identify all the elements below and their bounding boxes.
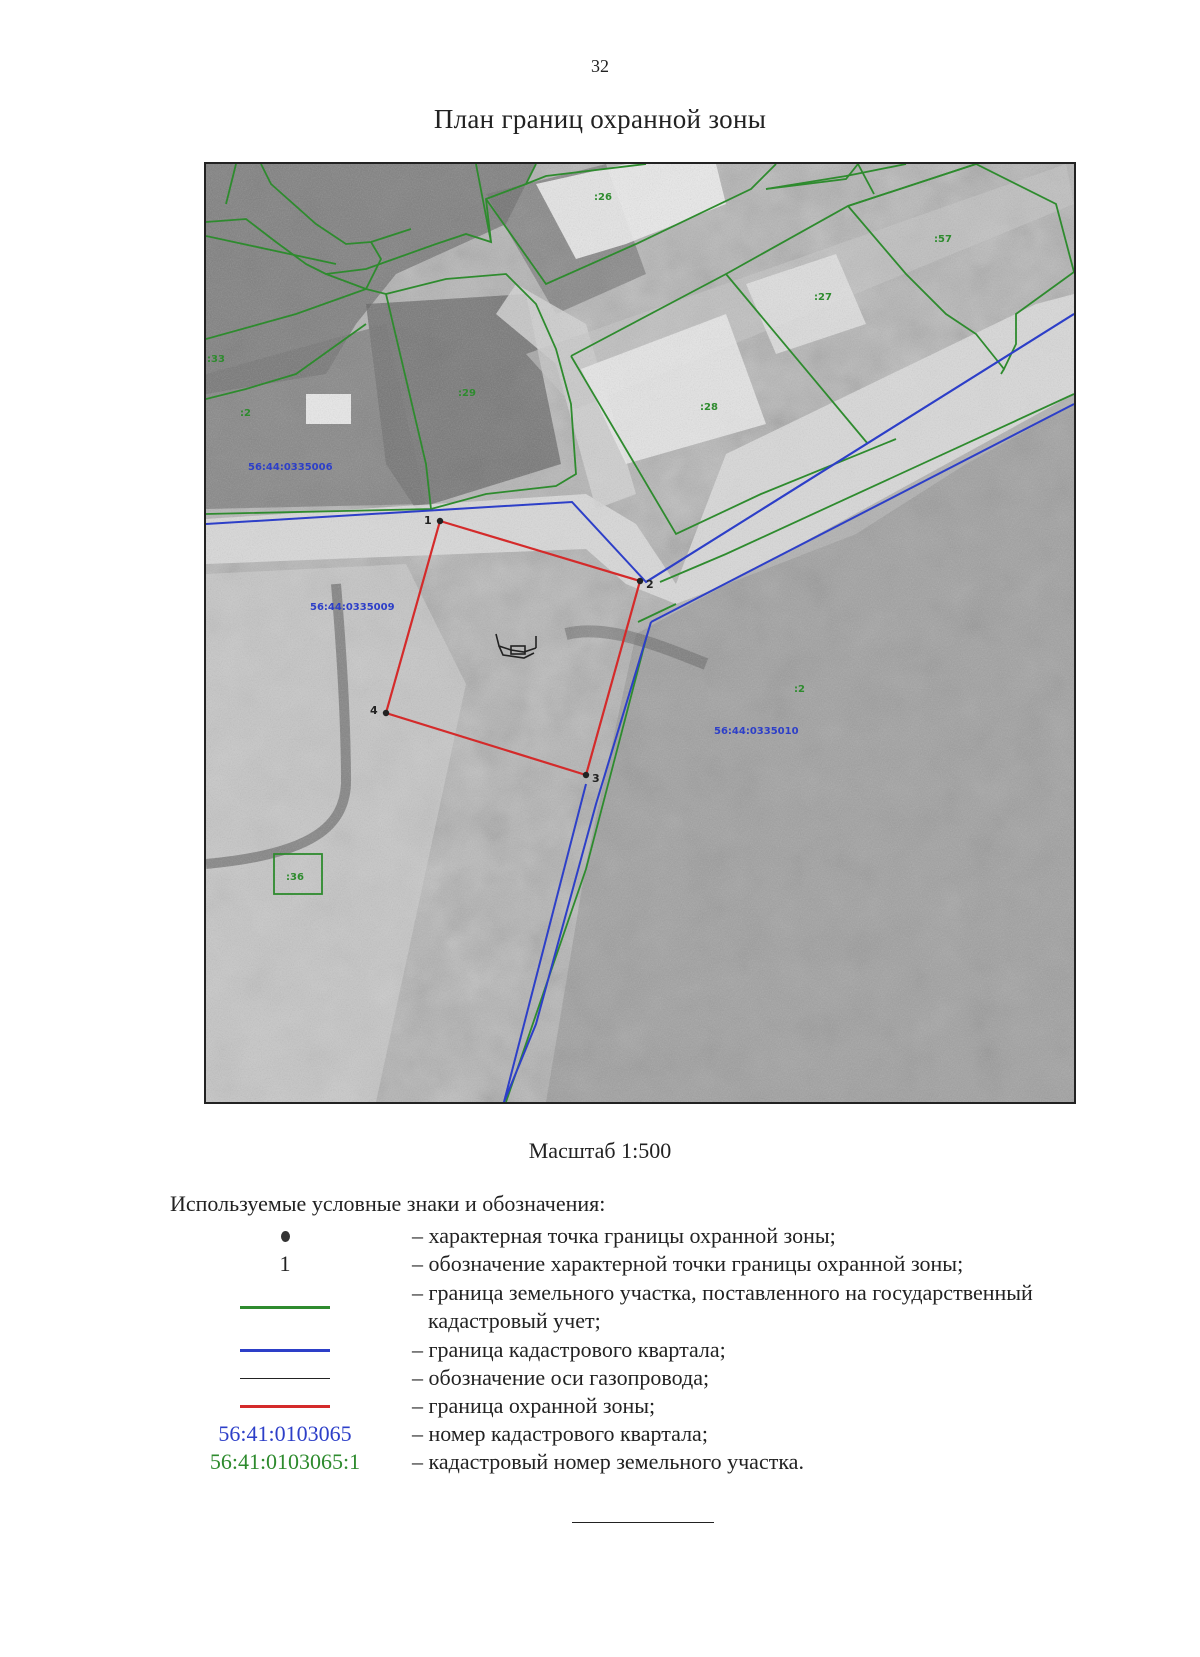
parcel-label-29: :29 bbox=[458, 388, 476, 399]
quarter-label-0335010: 56:44:0335010 bbox=[714, 726, 799, 737]
black-line-icon bbox=[240, 1378, 330, 1379]
legend-row-point: – характерная точка границы охранной зоны; bbox=[0, 1222, 1200, 1250]
quarter-label-0335009: 56:44:0335009 bbox=[310, 602, 395, 613]
page-title: План границ охранной зоны bbox=[433, 104, 767, 134]
legend-row-zone-boundary: – граница охранной зоны; bbox=[0, 1392, 1200, 1420]
point-label-4: 4 bbox=[370, 704, 378, 717]
cadastral-map bbox=[204, 162, 1076, 1104]
point-marker-icon bbox=[281, 1231, 290, 1242]
legend-row-point-label: 1 – обозначение характерной точки границы охранной зоны; bbox=[279, 1251, 964, 1276]
point-label-1: 1 bbox=[424, 514, 432, 527]
point-label-3: 3 bbox=[592, 772, 600, 785]
red-line-icon bbox=[240, 1405, 330, 1408]
map-scale: Масштаб 1:500 bbox=[528, 1138, 672, 1163]
parcel-label-26: :26 bbox=[594, 192, 612, 203]
legend-row-gas-axis: – обозначение оси газопровода; bbox=[0, 1364, 1200, 1392]
parcel-label-57: :57 bbox=[934, 234, 952, 245]
parcel-label-36: :36 bbox=[286, 872, 304, 883]
legend-row-parcel-boundary: – граница земельного участка, поставленного на государственный bbox=[0, 1279, 1200, 1307]
footer-rule bbox=[572, 1522, 714, 1523]
blue-line-icon bbox=[240, 1349, 330, 1352]
point-label-2: 2 bbox=[646, 578, 654, 591]
parcel-label-33: :33 bbox=[207, 354, 225, 365]
page-number: 32 bbox=[591, 56, 609, 76]
legend-header: Используемые условные знаки и обозначения: bbox=[170, 1191, 606, 1216]
parcel-label-2-right: :2 bbox=[794, 684, 805, 695]
legend-row-quarter-boundary: – граница кадастрового квартала; bbox=[0, 1336, 1200, 1364]
legend-row-quarter-number: 56:41:0103065 – номер кадастрового квартала; bbox=[218, 1421, 708, 1446]
parcel-label-27: :27 bbox=[814, 292, 832, 303]
legend-row-parcel-number: 56:41:0103065:1 – кадастровый номер земельного участка. bbox=[209, 1449, 804, 1474]
parcel-label-2-left: :2 bbox=[240, 408, 251, 419]
parcel-label-28: :28 bbox=[700, 402, 718, 413]
legend-row-parcel-boundary-cont: кадастровый учет; bbox=[428, 1308, 601, 1333]
quarter-label-0335006: 56:44:0335006 bbox=[248, 462, 333, 473]
